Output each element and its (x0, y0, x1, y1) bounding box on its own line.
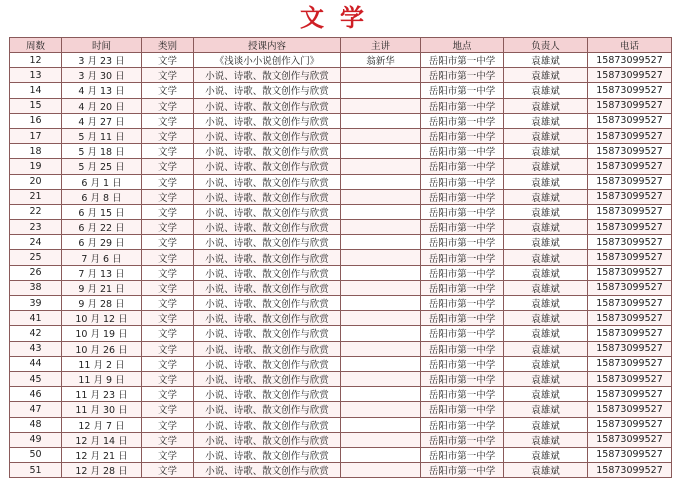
cell-manager: 袁雄斌 (504, 68, 588, 83)
cell-manager: 袁雄斌 (504, 341, 588, 356)
cell-phone: 15873099527 (588, 432, 672, 447)
cell-category: 文学 (142, 280, 194, 295)
cell-phone: 15873099527 (588, 235, 672, 250)
cell-location: 岳阳市第一中学 (421, 250, 504, 265)
table-row (10, 250, 672, 265)
cell-phone: 15873099527 (588, 371, 672, 386)
header-manager: 负责人 (504, 38, 588, 53)
cell-week: 13 (10, 68, 62, 83)
cell-lecturer (341, 356, 421, 371)
cell-time: 11 月 9 日 (62, 371, 142, 386)
cell-lecturer (341, 113, 421, 128)
cell-location: 岳阳市第一中学 (421, 113, 504, 128)
cell-phone: 15873099527 (588, 174, 672, 189)
cell-lecturer (341, 280, 421, 295)
cell-manager: 袁雄斌 (504, 204, 588, 219)
cell-content: 小说、诗歌、散文创作与欣赏 (194, 83, 341, 98)
cell-category: 文学 (142, 417, 194, 432)
cell-category: 文学 (142, 387, 194, 402)
cell-category: 文学 (142, 326, 194, 341)
cell-week: 50 (10, 447, 62, 462)
cell-manager: 袁雄斌 (504, 113, 588, 128)
cell-time: 3 月 30 日 (62, 68, 142, 83)
cell-content: 小说、诗歌、散文创作与欣赏 (194, 113, 341, 128)
cell-week: 25 (10, 250, 62, 265)
cell-phone: 15873099527 (588, 53, 672, 68)
cell-manager: 袁雄斌 (504, 159, 588, 174)
cell-manager: 袁雄斌 (504, 83, 588, 98)
cell-category: 文学 (142, 113, 194, 128)
cell-phone: 15873099527 (588, 204, 672, 219)
cell-content: 小说、诗歌、散文创作与欣赏 (194, 265, 341, 280)
cell-category: 文学 (142, 250, 194, 265)
header-time: 时间 (62, 38, 142, 53)
table-row (10, 204, 672, 219)
cell-phone: 15873099527 (588, 68, 672, 83)
cell-lecturer (341, 432, 421, 447)
cell-content: 小说、诗歌、散文创作与欣赏 (194, 250, 341, 265)
cell-time: 9 月 28 日 (62, 296, 142, 311)
cell-lecturer: 翁新华 (341, 53, 421, 68)
cell-week: 38 (10, 280, 62, 295)
cell-time: 11 月 2 日 (62, 356, 142, 371)
cell-week: 43 (10, 341, 62, 356)
cell-category: 文学 (142, 432, 194, 447)
cell-category: 文学 (142, 341, 194, 356)
cell-lecturer (341, 265, 421, 280)
cell-lecturer (341, 463, 421, 478)
cell-location: 岳阳市第一中学 (421, 53, 504, 68)
cell-content: 小说、诗歌、散文创作与欣赏 (194, 204, 341, 219)
cell-week: 18 (10, 144, 62, 159)
cell-manager: 袁雄斌 (504, 387, 588, 402)
cell-location: 岳阳市第一中学 (421, 83, 504, 98)
cell-week: 39 (10, 296, 62, 311)
cell-week: 21 (10, 189, 62, 204)
cell-lecturer (341, 144, 421, 159)
cell-lecturer (341, 204, 421, 219)
cell-lecturer (341, 68, 421, 83)
cell-category: 文学 (142, 447, 194, 462)
cell-manager: 袁雄斌 (504, 432, 588, 447)
cell-time: 6 月 22 日 (62, 220, 142, 235)
cell-category: 文学 (142, 463, 194, 478)
cell-content: 小说、诗歌、散文创作与欣赏 (194, 174, 341, 189)
cell-location: 岳阳市第一中学 (421, 311, 504, 326)
cell-lecturer (341, 159, 421, 174)
cell-lecturer (341, 250, 421, 265)
cell-week: 51 (10, 463, 62, 478)
cell-category: 文学 (142, 128, 194, 143)
page-title: 文学 (300, 3, 380, 32)
cell-category: 文学 (142, 53, 194, 68)
cell-manager: 袁雄斌 (504, 356, 588, 371)
cell-time: 4 月 27 日 (62, 113, 142, 128)
cell-week: 26 (10, 265, 62, 280)
cell-phone: 15873099527 (588, 265, 672, 280)
cell-week: 49 (10, 432, 62, 447)
cell-phone: 15873099527 (588, 296, 672, 311)
cell-phone: 15873099527 (588, 159, 672, 174)
cell-week: 19 (10, 159, 62, 174)
cell-phone: 15873099527 (588, 220, 672, 235)
cell-lecturer (341, 174, 421, 189)
cell-location: 岳阳市第一中学 (421, 144, 504, 159)
cell-manager: 袁雄斌 (504, 463, 588, 478)
cell-phone: 15873099527 (588, 98, 672, 113)
table-row (10, 311, 672, 326)
cell-time: 10 月 26 日 (62, 341, 142, 356)
cell-location: 岳阳市第一中学 (421, 402, 504, 417)
table-row (10, 463, 672, 478)
cell-phone: 15873099527 (588, 341, 672, 356)
cell-phone: 15873099527 (588, 113, 672, 128)
cell-phone: 15873099527 (588, 144, 672, 159)
table-row (10, 220, 672, 235)
table-row (10, 371, 672, 386)
cell-week: 16 (10, 113, 62, 128)
cell-content: 小说、诗歌、散文创作与欣赏 (194, 371, 341, 386)
cell-lecturer (341, 311, 421, 326)
cell-location: 岳阳市第一中学 (421, 296, 504, 311)
cell-location: 岳阳市第一中学 (421, 174, 504, 189)
cell-time: 6 月 29 日 (62, 235, 142, 250)
table-row (10, 417, 672, 432)
cell-lecturer (341, 83, 421, 98)
cell-week: 47 (10, 402, 62, 417)
cell-phone: 15873099527 (588, 189, 672, 204)
cell-lecturer (341, 387, 421, 402)
cell-location: 岳阳市第一中学 (421, 341, 504, 356)
cell-time: 5 月 18 日 (62, 144, 142, 159)
cell-content: 小说、诗歌、散文创作与欣赏 (194, 311, 341, 326)
cell-time: 12 月 7 日 (62, 417, 142, 432)
cell-manager: 袁雄斌 (504, 174, 588, 189)
table-row (10, 265, 672, 280)
cell-category: 文学 (142, 174, 194, 189)
cell-phone: 15873099527 (588, 280, 672, 295)
cell-week: 15 (10, 98, 62, 113)
cell-content: 小说、诗歌、散文创作与欣赏 (194, 280, 341, 295)
cell-content: 小说、诗歌、散文创作与欣赏 (194, 68, 341, 83)
cell-content: 小说、诗歌、散文创作与欣赏 (194, 235, 341, 250)
table-row (10, 356, 672, 371)
table-row (10, 53, 672, 68)
table-body (10, 53, 672, 478)
cell-content: 小说、诗歌、散文创作与欣赏 (194, 128, 341, 143)
header-week: 周数 (10, 38, 62, 53)
cell-time: 12 月 21 日 (62, 447, 142, 462)
cell-time: 3 月 23 日 (62, 53, 142, 68)
cell-location: 岳阳市第一中学 (421, 432, 504, 447)
table-row (10, 144, 672, 159)
cell-manager: 袁雄斌 (504, 53, 588, 68)
cell-category: 文学 (142, 311, 194, 326)
cell-content: 小说、诗歌、散文创作与欣赏 (194, 98, 341, 113)
cell-week: 48 (10, 417, 62, 432)
cell-lecturer (341, 341, 421, 356)
cell-content: 小说、诗歌、散文创作与欣赏 (194, 341, 341, 356)
cell-time: 4 月 13 日 (62, 83, 142, 98)
cell-content: 小说、诗歌、散文创作与欣赏 (194, 447, 341, 462)
cell-time: 11 月 23 日 (62, 387, 142, 402)
cell-location: 岳阳市第一中学 (421, 265, 504, 280)
cell-manager: 袁雄斌 (504, 235, 588, 250)
cell-time: 6 月 1 日 (62, 174, 142, 189)
cell-location: 岳阳市第一中学 (421, 417, 504, 432)
cell-lecturer (341, 189, 421, 204)
cell-time: 6 月 15 日 (62, 204, 142, 219)
table-row (10, 174, 672, 189)
cell-time: 12 月 28 日 (62, 463, 142, 478)
table-row (10, 341, 672, 356)
cell-lecturer (341, 447, 421, 462)
cell-location: 岳阳市第一中学 (421, 326, 504, 341)
table-row (10, 447, 672, 462)
cell-time: 6 月 8 日 (62, 189, 142, 204)
cell-week: 44 (10, 356, 62, 371)
cell-content: 小说、诗歌、散文创作与欣赏 (194, 326, 341, 341)
cell-manager: 袁雄斌 (504, 98, 588, 113)
cell-category: 文学 (142, 296, 194, 311)
cell-location: 岳阳市第一中学 (421, 463, 504, 478)
cell-location: 岳阳市第一中学 (421, 189, 504, 204)
cell-phone: 15873099527 (588, 83, 672, 98)
cell-lecturer (341, 235, 421, 250)
cell-phone: 15873099527 (588, 387, 672, 402)
cell-content: 小说、诗歌、散文创作与欣赏 (194, 296, 341, 311)
cell-location: 岳阳市第一中学 (421, 371, 504, 386)
cell-week: 22 (10, 204, 62, 219)
cell-category: 文学 (142, 220, 194, 235)
schedule-table (9, 37, 672, 478)
cell-week: 14 (10, 83, 62, 98)
table-row (10, 128, 672, 143)
cell-lecturer (341, 98, 421, 113)
cell-category: 文学 (142, 402, 194, 417)
table-row (10, 296, 672, 311)
cell-content: 小说、诗歌、散文创作与欣赏 (194, 417, 341, 432)
cell-phone: 15873099527 (588, 463, 672, 478)
cell-phone: 15873099527 (588, 128, 672, 143)
cell-lecturer (341, 402, 421, 417)
cell-phone: 15873099527 (588, 311, 672, 326)
cell-phone: 15873099527 (588, 250, 672, 265)
cell-manager: 袁雄斌 (504, 311, 588, 326)
cell-content: 小说、诗歌、散文创作与欣赏 (194, 220, 341, 235)
cell-manager: 袁雄斌 (504, 144, 588, 159)
cell-category: 文学 (142, 189, 194, 204)
table-row (10, 387, 672, 402)
table-row (10, 235, 672, 250)
cell-week: 24 (10, 235, 62, 250)
table-row (10, 280, 672, 295)
cell-manager: 袁雄斌 (504, 296, 588, 311)
cell-category: 文学 (142, 98, 194, 113)
cell-location: 岳阳市第一中学 (421, 235, 504, 250)
cell-week: 46 (10, 387, 62, 402)
cell-manager: 袁雄斌 (504, 250, 588, 265)
cell-time: 4 月 20 日 (62, 98, 142, 113)
cell-category: 文学 (142, 265, 194, 280)
cell-week: 17 (10, 128, 62, 143)
table-row (10, 159, 672, 174)
cell-category: 文学 (142, 68, 194, 83)
cell-time: 7 月 13 日 (62, 265, 142, 280)
cell-content: 小说、诗歌、散文创作与欣赏 (194, 356, 341, 371)
cell-location: 岳阳市第一中学 (421, 280, 504, 295)
cell-content: 小说、诗歌、散文创作与欣赏 (194, 159, 341, 174)
cell-manager: 袁雄斌 (504, 371, 588, 386)
cell-category: 文学 (142, 159, 194, 174)
cell-lecturer (341, 371, 421, 386)
cell-time: 12 月 14 日 (62, 432, 142, 447)
cell-content: 小说、诗歌、散文创作与欣赏 (194, 432, 341, 447)
table-row (10, 83, 672, 98)
cell-location: 岳阳市第一中学 (421, 387, 504, 402)
header-category: 类别 (142, 38, 194, 53)
cell-lecturer (341, 220, 421, 235)
header-content: 授课内容 (194, 38, 341, 53)
cell-phone: 15873099527 (588, 447, 672, 462)
cell-time: 10 月 12 日 (62, 311, 142, 326)
cell-manager: 袁雄斌 (504, 128, 588, 143)
cell-category: 文学 (142, 83, 194, 98)
cell-content: 小说、诗歌、散文创作与欣赏 (194, 387, 341, 402)
cell-phone: 15873099527 (588, 417, 672, 432)
table-row (10, 113, 672, 128)
cell-manager: 袁雄斌 (504, 189, 588, 204)
table-row (10, 432, 672, 447)
cell-category: 文学 (142, 235, 194, 250)
cell-content: 小说、诗歌、散文创作与欣赏 (194, 144, 341, 159)
cell-time: 5 月 25 日 (62, 159, 142, 174)
cell-week: 42 (10, 326, 62, 341)
cell-content: 小说、诗歌、散文创作与欣赏 (194, 189, 341, 204)
cell-time: 9 月 21 日 (62, 280, 142, 295)
cell-lecturer (341, 128, 421, 143)
cell-phone: 15873099527 (588, 326, 672, 341)
cell-lecturer (341, 417, 421, 432)
cell-location: 岳阳市第一中学 (421, 204, 504, 219)
table-row (10, 98, 672, 113)
cell-location: 岳阳市第一中学 (421, 98, 504, 113)
header-lecturer: 主讲 (341, 38, 421, 53)
cell-time: 11 月 30 日 (62, 402, 142, 417)
table-row (10, 189, 672, 204)
table-row (10, 402, 672, 417)
cell-location: 岳阳市第一中学 (421, 128, 504, 143)
cell-category: 文学 (142, 371, 194, 386)
header-row (10, 38, 672, 53)
table-row (10, 68, 672, 83)
cell-phone: 15873099527 (588, 356, 672, 371)
cell-manager: 袁雄斌 (504, 417, 588, 432)
cell-time: 7 月 6 日 (62, 250, 142, 265)
cell-phone: 15873099527 (588, 402, 672, 417)
cell-week: 45 (10, 371, 62, 386)
cell-time: 5 月 11 日 (62, 128, 142, 143)
cell-time: 10 月 19 日 (62, 326, 142, 341)
cell-location: 岳阳市第一中学 (421, 220, 504, 235)
cell-location: 岳阳市第一中学 (421, 68, 504, 83)
cell-manager: 袁雄斌 (504, 447, 588, 462)
cell-category: 文学 (142, 204, 194, 219)
cell-manager: 袁雄斌 (504, 265, 588, 280)
cell-lecturer (341, 326, 421, 341)
cell-manager: 袁雄斌 (504, 326, 588, 341)
cell-location: 岳阳市第一中学 (421, 159, 504, 174)
cell-category: 文学 (142, 144, 194, 159)
header-phone: 电话 (588, 38, 672, 53)
cell-manager: 袁雄斌 (504, 402, 588, 417)
cell-manager: 袁雄斌 (504, 220, 588, 235)
cell-location: 岳阳市第一中学 (421, 356, 504, 371)
cell-category: 文学 (142, 356, 194, 371)
cell-week: 20 (10, 174, 62, 189)
cell-location: 岳阳市第一中学 (421, 447, 504, 462)
table-row (10, 326, 672, 341)
cell-manager: 袁雄斌 (504, 280, 588, 295)
cell-week: 23 (10, 220, 62, 235)
cell-lecturer (341, 296, 421, 311)
cell-content: 小说、诗歌、散文创作与欣赏 (194, 402, 341, 417)
cell-week: 41 (10, 311, 62, 326)
header-location: 地点 (421, 38, 504, 53)
cell-content: 小说、诗歌、散文创作与欣赏 (194, 463, 341, 478)
cell-content: 《浅谈小小说创作入门》 (194, 53, 341, 68)
cell-week: 12 (10, 53, 62, 68)
